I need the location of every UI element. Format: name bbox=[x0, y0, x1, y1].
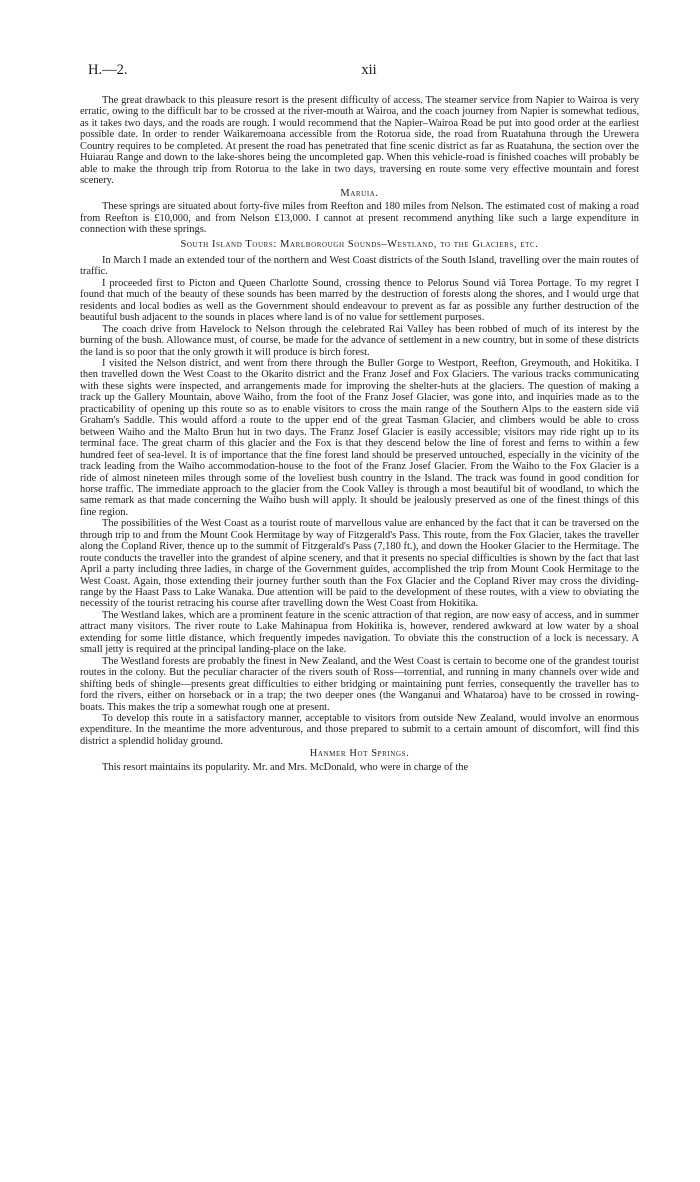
paragraph-tour-intro: In March I made an extended tour of the northern and West Coast districts of the South Island, travelling over the main routes of traffic. bbox=[80, 254, 639, 278]
section-heading-hanmer: Hanmer Hot Springs. bbox=[309, 748, 410, 760]
paragraph-glaciers: I visited the Nelson district, and went from there through the Buller Gorge to Westport, Reefton, Greymouth, and Hokitika. I then travelled down the West Coast to the Okarito district and the Franz Josef and Fox Glaciers. The various tracks communicating with these sights were inspected, and arrangements made for improving the shelter-huts at the glaciers. The question of making a track up the Gallery Mountain, above Waiho, from the foot of the Franz Josef Glacier, was gone into, and inquiries made as to the practicability of opening up this route so as to enable visitors to cross the main range of the Southern Alps to the eastern side viâ Graham's Saddle. This would afford a route to the upper end of the great Tasman Glacier, and climbers would be able to cross between Waiho and the Malto Brun hut in two days. The Franz Josef Glacier is easily accessible; visitors may ride right up to its terminal face. The great charm of this glacier and the Fox is that they descend below the line of forest and ferns to within a few hundred feet of sea-level. It is of importance that the fine forest land should be preserved untouched, especially in the vicinity of the track leading from the Waiho accommodation-house to the foot of the Franz Josef Glacier. From the Waiho to the Fox Glacier is a ride of almost nineteen miles through some of the loveliest bush country in the Island. The track was found in good condition for horse traffic. The immediate approach to the glacier from the Cook Valley is through a most beautiful bit of woodland, to which the same remark as that made concerning the Waiho bush will apply. It should be jealously preserved as one of the finest things of this fine region. bbox=[80, 357, 639, 518]
paragraph-waikaremoana-access: The great drawback to this pleasure resort is the present difficulty of access. The steamer service from Napier to Wairoa is very erratic, owing to the difficult bar to be crossed at the river-mouth at Wairoa, and the coach journey from Napier is somewhat tedious, as it takes two days, and the roads are rough. I would recommend that the Napier–Wairoa Road be put into good order at the earliest possible date. In order to render Waikaremoana accessible from the Rotorua side, the road from Ruatahuna through the Urewera Country requires to be completed. At present the road has penetrated that fine scenic district as far as Ruatahuna, the section over the Huiarau Range and down to the lake-shores being the uncompleted gap. When this vehicle-road is finished coaches will probably be able to make the through trip from Rotorua to the lake in two days, traversing en route some very effective mountain and forest scenery. bbox=[80, 95, 639, 187]
body-text bbox=[80, 95, 639, 773]
paragraph-west-coast-routes: The possibilities of the West Coast as a tourist route of marvellous value are enhanced by the fact that it can be traversed on the through trip to and from the Mount Cook Hermitage by way of Fitzgerald's Pass. This route, from the Fox Glacier, takes the traveller along the Copland River, thence up to the summit of Fitzgerald's Pass (7,180 ft.), and down the Hooker Glacier to the Hermitage. The route conducts the traveller into the grandest of alpine scenery, and that it presents no special difficulties is shown by the fact that last April a party including three ladies, in charge of the Government guides, accomplished the trip from Mount Cook Hermitage to the West Coast. Again, those extending their journey further south than the Fox Glacier and the Copland River may cross the dividing-range by the Haast Pass to Lake Wanaka. Due attention will be paid to the development of these routes, with a view to obviating the necessity of the tourist retracing his course after travelling down the West Coast from Hokitika. bbox=[80, 518, 639, 610]
section-heading-south-island-tours: South Island Tours: Marlborough Sounds–Westland, to the Glaciers, etc. bbox=[180, 239, 539, 251]
paragraph-route-development: To develop this route in a satisfactory manner, acceptable to visitors from outside New Zealand, would involve an enormous expenditure. In the meantime the more adventurous, and those prepared to submit to a certain amount of discomfort, will find this district a splendid holiday ground. bbox=[80, 713, 639, 747]
paragraph-picton-sounds: I proceeded first to Picton and Queen Charlotte Sound, crossing thence to Pelorus Sound viâ Torea Portage. To my regret I found that much of the beauty of these sounds has been marred by the destruction of forests along the shores, and I would urge that residents and local bodies as well as the Government should endeavour to prevent as far as possible any further destruction of the beautiful bush adjacent to the sounds in places where land is of no value for settlement purposes. bbox=[80, 277, 639, 324]
page-number: xii bbox=[361, 62, 377, 78]
paragraph-havelock-nelson: The coach drive from Havelock to Nelson through the celebrated Rai Valley has been robbed of much of its interest by the burning of the bush. Allowance must, of course, be made for the advance of settlement in a new country, but in some of these districts the land is so poor that the only growth it will produce is birch forest. bbox=[80, 323, 639, 358]
section-heading-maruia: Maruia. bbox=[340, 187, 379, 199]
paragraph-westland-lakes: The Westland lakes, which are a prominent feature in the scenic attraction of that region, are now easy of access, and in summer attract many visitors. The river route to Lake Mahinapua from Hokitika is, however, rendered awkward at low water by a shoal extending for some little distance, which frequently impedes navigation. To obviate this the construction of a lock is necessary. A small jetty is required at the principal landing-place on the lake. bbox=[80, 609, 639, 656]
paragraph-maruia: These springs are situated about forty-five miles from Reefton and 180 miles from Nelson. The estimated cost of making a road from Reefton is £10,000, and from Nelson £13,000. I cannot at present recommend anything like such a large expenditure in connection with these springs. bbox=[80, 201, 639, 235]
report-reference: H.—2. bbox=[88, 62, 128, 78]
paragraph-westland-forests: The Westland forests are probably the finest in New Zealand, and the West Coast is certain to become one of the grandest tourist routes in the colony. But the peculiar character of the rivers south of Ross—torrential, and running in many channels over wide and shifting beds of shingle—presents great difficulties to either bridging or maintaining punt ferries, consequently the traveller has to ford the rivers, either on horseback or in a trap; the two deeper ones (the Wanganui and Whataroa) have to be crossed in rowing-boats. This makes the trip a somewhat rough one at present. bbox=[80, 655, 639, 713]
paragraph-hanmer: This resort maintains its popularity. Mr. and Mrs. McDonald, who were in charge of the bbox=[102, 761, 469, 773]
page-header bbox=[88, 62, 650, 82]
